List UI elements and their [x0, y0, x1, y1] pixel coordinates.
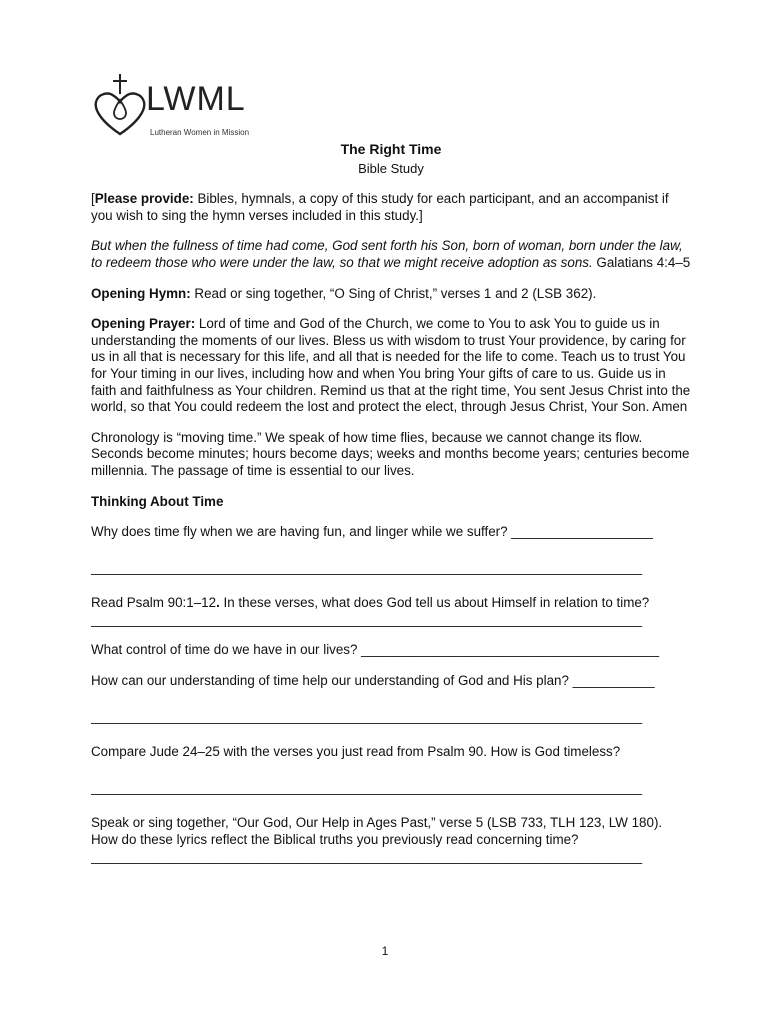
logo-tagline: Lutheran Women in Mission [150, 128, 250, 137]
study-content [91, 141, 691, 865]
question-2-period: . [216, 595, 220, 611]
question-5: Compare Jude 24–25 with the verses you just read from Psalm 90. How is God timeless? [91, 744, 621, 760]
bracket-open: [ [91, 191, 95, 207]
question-3: What control of time do we have in our lives? ________________________________________ [91, 642, 660, 658]
question-1: Why does time fly when we are having fun, and linger while we suffer? ___________________ [91, 524, 653, 540]
section-heading: Thinking About Time [91, 493, 224, 509]
materials-text: Bibles, hymnals, a copy of this study for each participant, and an accompanist if you wish to sing the hymn verses included in this study.] [91, 191, 669, 223]
question-2-suffix: In these verses, what does God tell us about Himself in relation to time? [219, 595, 650, 611]
answer-line-2: __________________________________________________________________________ [91, 611, 643, 627]
opening-hymn [91, 286, 691, 303]
question-4: How can our understanding of time help our understanding of God and His plan? ___________ [91, 673, 655, 689]
scripture-reference: Galatians 4:4–5 [592, 254, 691, 270]
logo-wordmark: LWML [146, 80, 246, 118]
page-title: The Right Time [340, 141, 442, 157]
opening-hymn-text: Read or sing together, “O Sing of Christ,” verses 1 and 2 (LSB 362). [190, 285, 597, 301]
opening-hymn-label: Opening Hymn: [91, 285, 191, 301]
opening-prayer-label: Opening Prayer: [91, 316, 196, 332]
question-2-prefix: Read Psalm 90:1–12 [91, 595, 217, 611]
page-subtitle: Bible Study [358, 160, 424, 176]
answer-line-4: __________________________________________________________________________ [91, 708, 643, 724]
scripture-quote: But when the fullness of time had come, God sent forth his Son, born of woman, born under the law, to redeem those who were under the law, so that we might receive adoption as sons. [91, 238, 683, 270]
scripture-passage [91, 238, 691, 271]
question-2 [91, 595, 691, 612]
opening-prayer [91, 316, 691, 416]
heart-cross-icon [92, 72, 152, 144]
lwml-logo [92, 72, 292, 144]
answer-line-1: __________________________________________________________________________ [91, 559, 643, 575]
question-6: Speak or sing together, “Our God, Our Help in Ages Past,” verse 5 (LSB 733, TLH 123, LW 180). How do these lyrics reflect the Biblical truths you previously read concerning time? [91, 815, 663, 848]
materials-label: Please provide: [94, 191, 194, 207]
materials-note [91, 191, 691, 224]
answer-line-5: __________________________________________________________________________ [91, 779, 643, 795]
page-number: 1 [381, 944, 389, 958]
opening-prayer-text: Lord of time and God of the Church, we come to You to ask You to guide us in understanding the moments of our lives. Bless us with wisdom to trust Your providence, by caring for us in all that is necessary for this life, and all that is needed for the life to come. Teach us to trust You for Your timing in our lives, including how and when You bring Your gifts of care to us. Guide us in faith and faithfulness as Your children. Remind us that at the right time, You sent Jesus Christ into the world, so that You could redeem the lost and protect the elect, through Jesus Christ, Your Son. Amen [91, 316, 691, 415]
chronology-paragraph: Chronology is “moving time.” We speak of how time flies, because we cannot change its flow. Seconds become minutes; hours become days; weeks and months become years; centuries become millennia. The passage of time is essential to our lives. [91, 429, 690, 478]
answer-line-6: __________________________________________________________________________ [91, 848, 643, 864]
